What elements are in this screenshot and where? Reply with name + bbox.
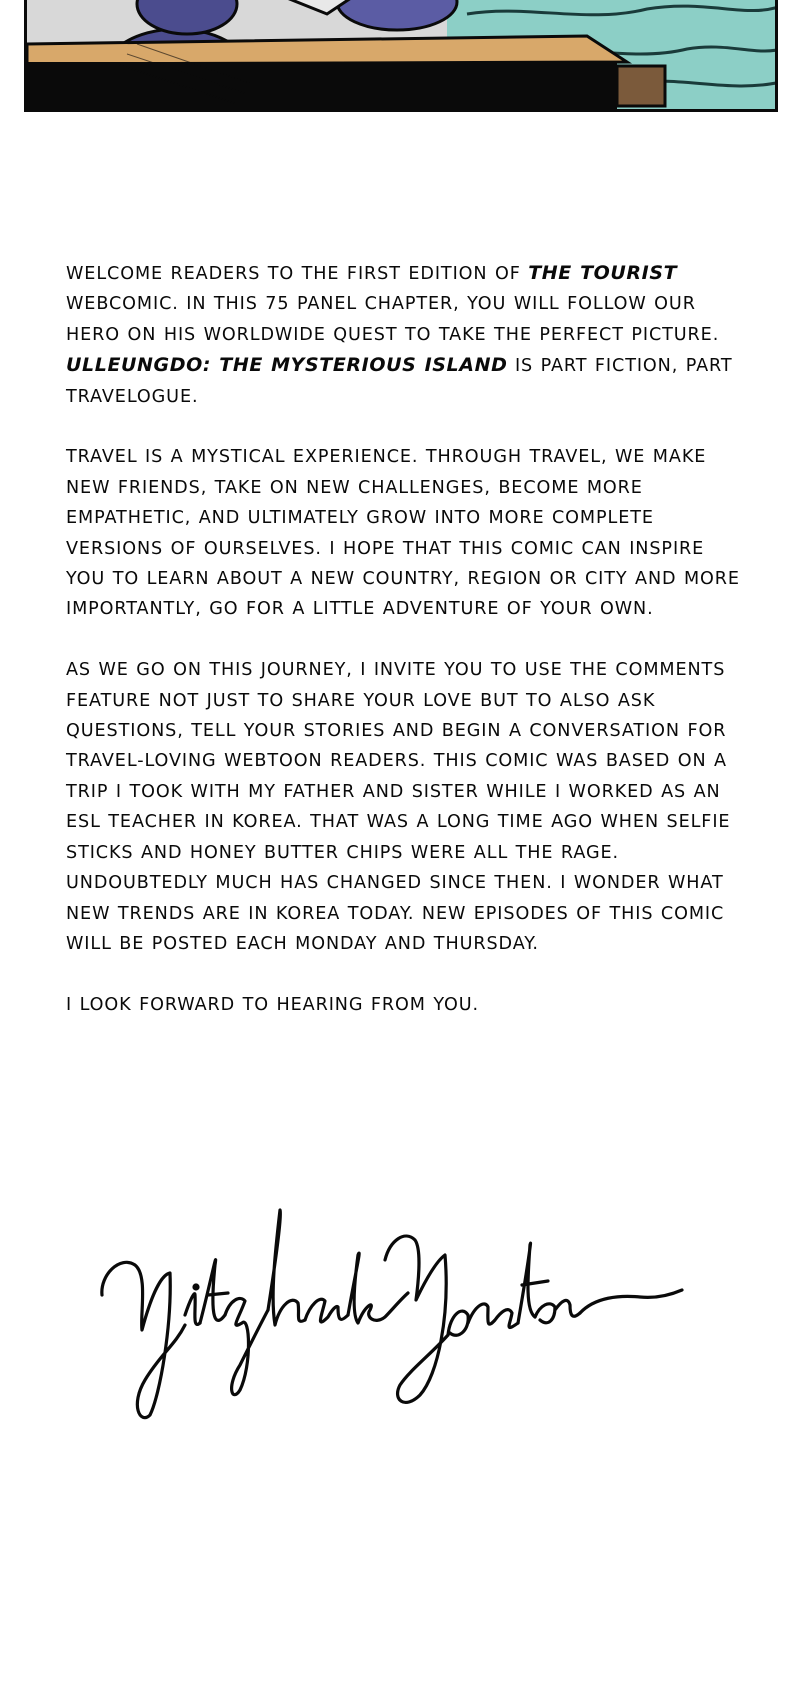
intro-text-end: IS PART FICTION, PART TRAVELOGUE. [66,356,733,407]
chapter-title: ULLEUNGDO: THE MYSTERIOUS ISLAND [66,354,508,377]
comic-title: THE TOURIST [528,262,678,284]
paragraph-comments: AS WE GO ON THIS JOURNEY, I INVITE YOU TO USE THE COMMENTS FEATURE NOT JUST TO SHARE YOUR LOVE BUT TO ALSO ASK QUESTIONS, TELL YOUR STORIES AND BEGIN A CONVERSATION FOR TRAVEL-LOVING WEBTOON READERS. THIS COMIC WAS BASED ON A TRIP I TOOK WITH MY FATHER AND SISTER WHILE I WORKED AS AN ESL TEACHER IN KOREA. THAT WAS A LONG TIME AGO WHEN SELFIE STICKS AND HONEY BUTTER CHIPS WERE ALL THE RAGE. UNDOUBTEDLY MUCH HAS CHANGED SINCE THEN. I WONDER WHAT NEW TRENDS ARE IN KOREA TODAY. NEW EPISODES OF THIS COMIC WILL BE POSTED EACH MONDAY AND THURSDAY. [66,660,731,954]
comic-panel [24,0,778,112]
paragraph-intro [66,258,746,412]
signature [100,1205,700,1425]
intro-text-cont: WEBCOMIC. IN THIS 75 PANEL CHAPTER, YOU WILL FOLLOW OUR HERO ON HIS WORLDWIDE QUEST TO TAKE THE PERFECT PICTURE. [66,294,720,345]
signature-image [100,1205,700,1425]
comic-panel-illustration [27,0,778,112]
editorial-letter [66,258,746,1051]
intro-text: WELCOME READERS TO THE FIRST EDITION OF [66,264,529,284]
paragraph-travel: TRAVEL IS A MYSTICAL EXPERIENCE. THROUGH TRAVEL, WE MAKE NEW FRIENDS, TAKE ON NEW CHALLENGES, BECOME MORE EMPATHETIC, AND ULTIMATELY GROW INTO MORE COMPLETE VERSIONS OF OURSELVES. I HOPE THAT THIS COMIC CAN INSPIRE YOU TO LEARN ABOUT A NEW COUNTRY, REGION OR CITY AND MORE IMPORTANTLY, GO FOR A LITTLE ADVENTURE OF YOUR OWN. [66,447,740,620]
paragraph-closing: I LOOK FORWARD TO HEARING FROM YOU. [66,994,480,1015]
